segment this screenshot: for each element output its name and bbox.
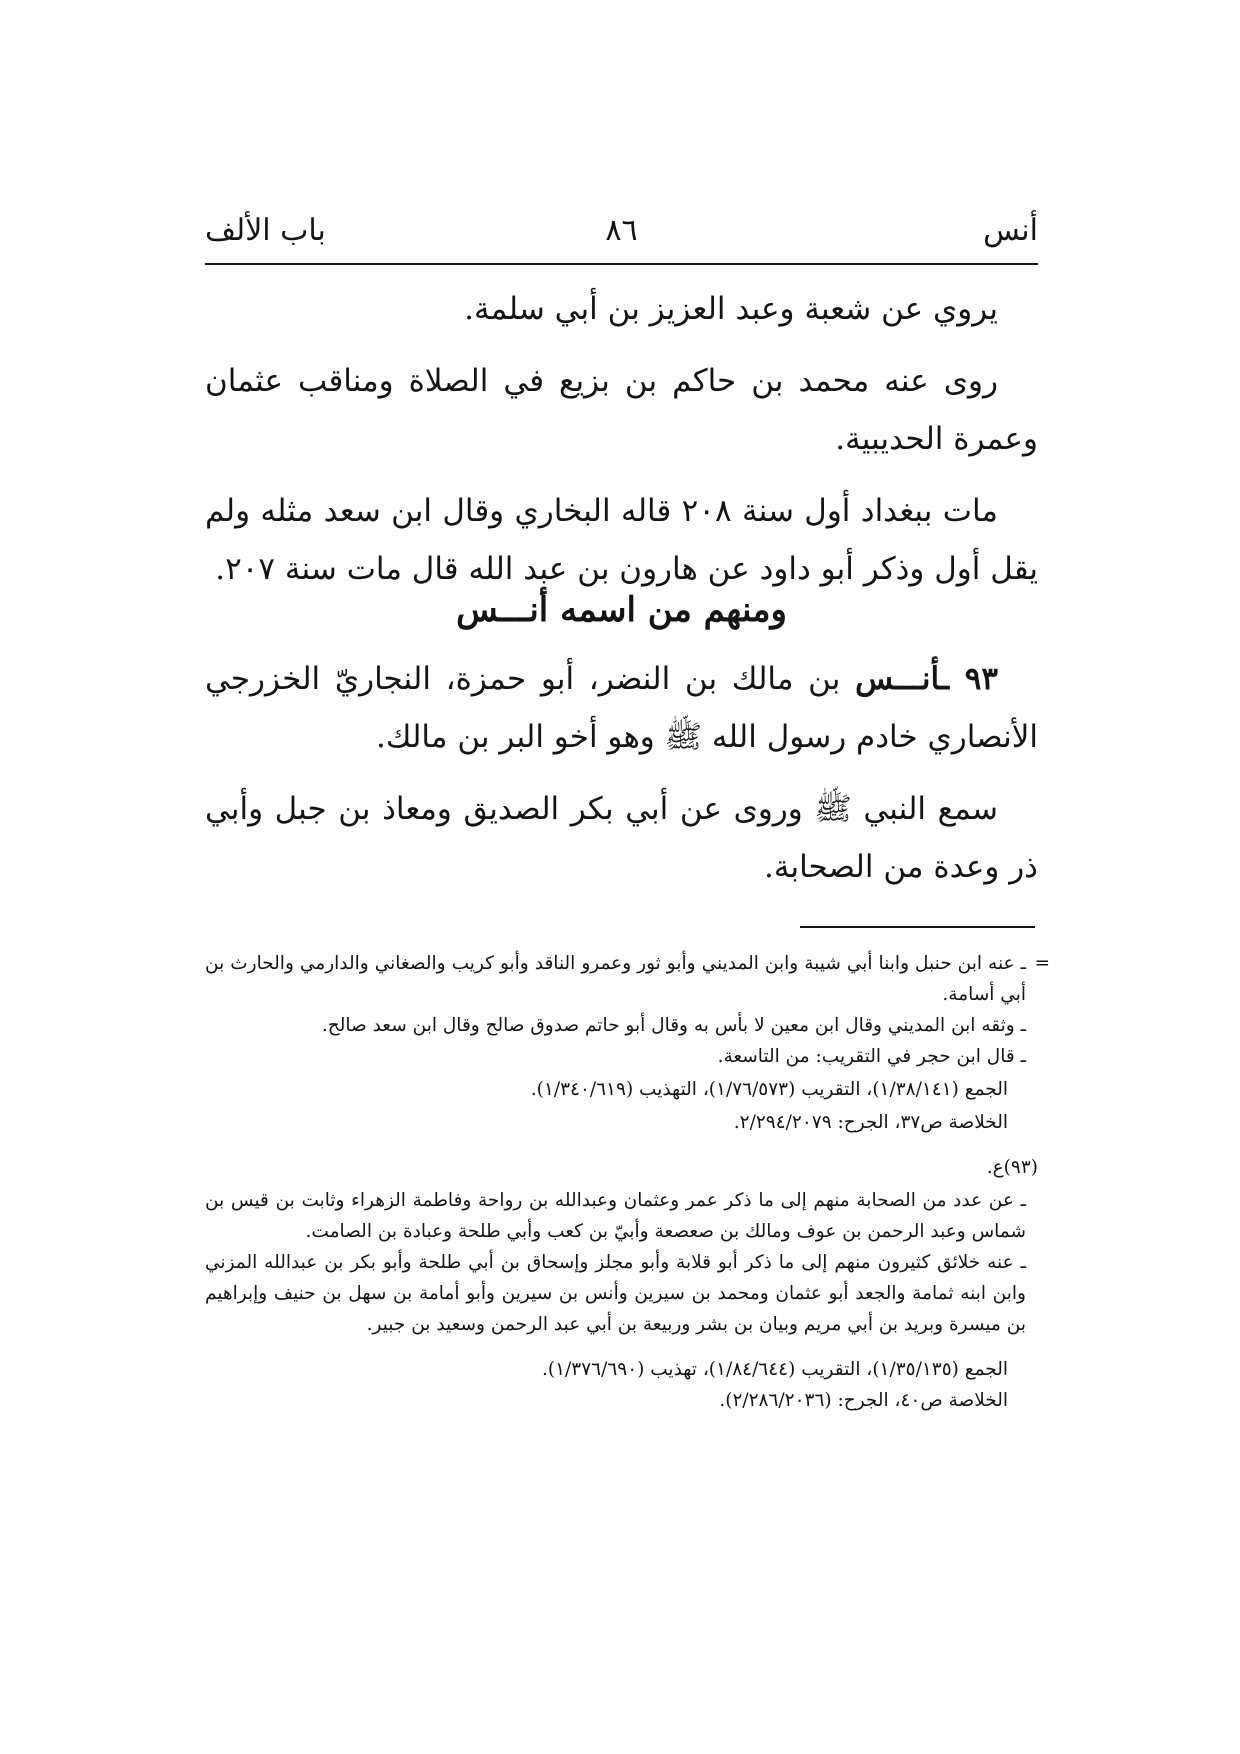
paragraph: روى عنه محمد بن حاكم بن بزيع في الصلاة ومناقب عثمان وعمرة الحديبية.: [205, 363, 1038, 457]
footnote-line: ـ عنه ابن حنبل وابنا أبي شيبة وابن المديني وأبو ثور وعمرو الناقد وأبو كريب والصغاني والدارمي والحارث بن أبي أسامة.: [205, 953, 1026, 1005]
header-rule: [205, 263, 1038, 265]
running-header: [205, 205, 1038, 257]
continuation-mark: =: [1034, 953, 1050, 974]
footnote-93: [205, 1152, 1038, 1416]
entry-name: أنـــس: [855, 661, 940, 697]
footnote-head: (٩٣)ع.: [986, 1157, 1038, 1178]
entry-intro-text: بن مالك بن النضر، أبو حمزة، النجاريّ الخزرجي الأنصاري خادم رسول الله ﷺ وهو أخو البر بن مالك.: [205, 661, 1038, 755]
section-title: ومنهم من اسمه أنـــس: [456, 590, 787, 630]
footnote-reference: الخلاصة ص٣٧، الجرح: ٢/٢٩٤/٢٠٧٩.: [733, 1112, 1008, 1133]
footnote-previous-continued: [205, 948, 1050, 1138]
entry-93: [205, 650, 1038, 910]
footnote-line: ـ عن عدد من الصحابة منهم إلى ما ذكر عمر وعثمان وعبدالله بن رواحة وفاطمة الزهراء وثابت بن قيس بن شماس وعبد الرحمن بن عوف ومالك بن صعصعة وأبيّ بن كعب وأبي طلحة وعبادة بن الصامت.: [205, 1190, 1026, 1242]
footnote-line: ـ قال ابن حجر في التقريب: من التاسعة.: [717, 1046, 1026, 1067]
header-chapter-title: باب الألف: [205, 213, 326, 248]
footnote-references: [205, 1354, 1038, 1416]
paragraph: يروي عن شعبة وعبد العزيز بن أبي سلمة.: [464, 291, 998, 327]
entry-second-paragraph: سمع النبي ﷺ وروى عن أبي بكر الصديق ومعاذ بن جبل وأبي ذر وعدة من الصحابة.: [205, 791, 1038, 885]
header-entry-name: أنس: [983, 213, 1038, 248]
footnote-reference: الخلاصة ص٤٠، الجرح: (٢/٢٨٦/٢٠٣٦).: [719, 1390, 1008, 1411]
main-text: [205, 280, 1038, 612]
footnote-separator: [800, 926, 1035, 928]
page-number: ٨٦: [605, 213, 638, 248]
entry-number: ٩٣ ـ: [939, 661, 998, 697]
footnote-line: ـ عنه خلائق كثيرون منهم إلى ما ذكر أبو قلابة وأبو مجلز وإسحاق بن أبي طلحة وأبو بكر بن عبدالله المزني وابن ابنه ثمامة والجعد أبو عثمان ومحمد بن سيرين وأنس بن سيرين وأبو أمامة بن سهل بن حنيف وإبراهيم بن ميسرة وبريد بن أبي مريم وبيان بن بشر وربيعة بن أبي عبد الرحمن وسعيد بن جبير.: [205, 1252, 1026, 1335]
footnotes: [205, 948, 1050, 1422]
entry-intro-paragraph: [205, 650, 1038, 766]
footnote-reference: الجمع (١/٣٥/١٣٥)، التقريب (١/٨٤/٦٤٤)، تهذيب (١/٣٧٦/٦٩٠).: [542, 1359, 1008, 1380]
paragraph: مات ببغداد أول سنة ٢٠٨ قاله البخاري وقال ابن سعد مثله ولم يقل أول وذكر أبو داود عن هارون بن عبد الله قال مات سنة ٢٠٧.: [205, 493, 1038, 587]
footnote-reference: الجمع (١/٣٨/١٤١)، التقريب (١/٧٦/٥٧٣)، التهذيب (١/٣٤٠/٦١٩).: [530, 1079, 1008, 1100]
footnote-line: ـ وثقه ابن المديني وقال ابن معين لا بأس به وقال أبو حاتم صدوق صالح وقال ابن سعد صالح.: [321, 1015, 1026, 1036]
